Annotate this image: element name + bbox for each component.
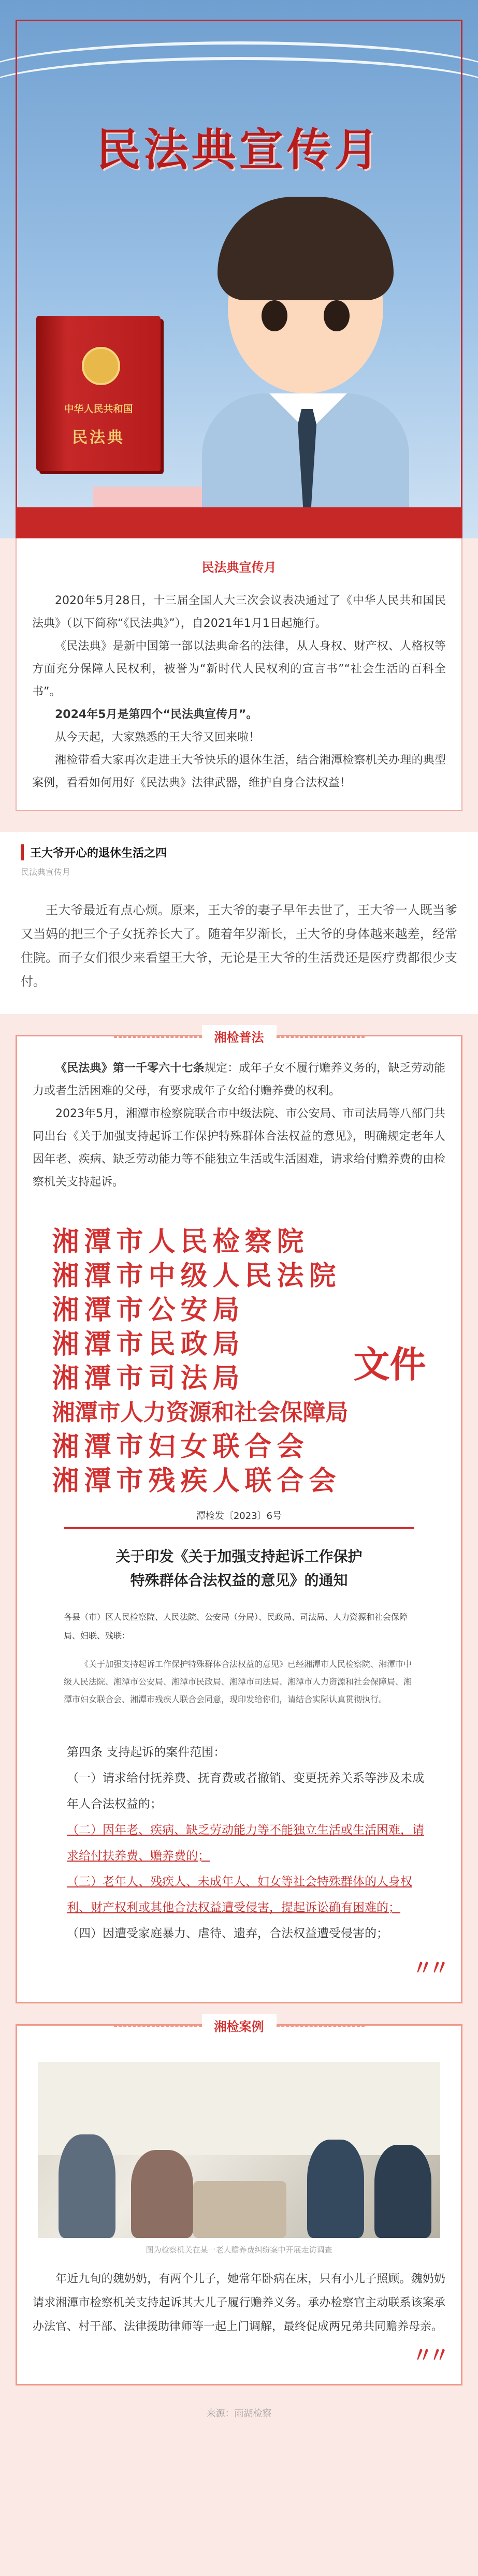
intro-paragraph: 2020年5月28日，十三届全国人大三次会议表决通过了《中华人民共和国民法典》（以下简称“《民法典》”），自2021年1月1日起施行。 [32, 594, 446, 630]
law-article-ref: 《民法典》第一千零六十七条 [55, 1062, 205, 1075]
law-article-text: 规定：成年子女不履行赡养义务的，缺乏劳动能力或者生活困难的父母，有要求成年子女给付赡养费的权利。 [33, 1062, 445, 1097]
quote-mark-icon: 〃〃 [412, 1956, 445, 1980]
excerpt-item-highlighted: （二）因年老、疾病、缺乏劳动能力等不能独立生活或生活困难，请求给付扶养费、赡养费的； [67, 1823, 424, 1863]
national-emblem-icon [82, 347, 120, 385]
document-body: 《关于加强支持起诉工作保护特殊群体合法权益的意见》已经湘潭市人民检察院、湘潭市中级人民法院、湘潭市公安局、湘潭市民政局、湘潭市司法局、湘潭市人力资源和社会保障局、湘潭市妇女联合会、湘潭市残疾人联合会同意，现印发给你们，请结合实际认真贯彻执行。 [64, 1659, 412, 1704]
document-number: 潭检发〔2023〕6号 [196, 1511, 282, 1521]
document-divider [64, 1527, 414, 1529]
story-title: 王大爷开心的退休生活之四 [21, 844, 457, 860]
intro-heading: 民法典宣传月 [201, 560, 277, 575]
org-name: 湘潭市人民检察院 [52, 1226, 309, 1257]
story-section [0, 832, 478, 1014]
quote-mark-icon: 〃〃 [412, 2344, 445, 2367]
photo-person [307, 2140, 364, 2238]
book-title-line2: 民法典 [72, 429, 125, 447]
regulation-excerpt [33, 1734, 445, 1952]
intro-paragraph: 从今天起，大家熟悉的王大爷又回来啦！ [55, 731, 260, 744]
org-name: 湘潭市中级人民法院 [52, 1260, 341, 1292]
excerpt-item: （四）因遭受家庭暴力、虐待、遗弃，合法权益遭受侵害的； [67, 1927, 388, 1940]
document-header [43, 1225, 435, 1498]
intro-paragraph: 2024年5月是第四个“民法典宣传月”。 [55, 708, 258, 721]
document-title-line: 关于印发《关于加强支持起诉工作保护 [115, 1548, 363, 1565]
org-name: 湘潭市人力资源和社会保障局 [52, 1399, 349, 1426]
org-name: 湘潭市民政局 [52, 1328, 245, 1360]
document-title [43, 1545, 435, 1592]
document-title-line: 特殊群体合法权益的意见》的通知 [130, 1572, 348, 1589]
case-section [16, 2019, 462, 2385]
desk [16, 507, 462, 538]
law-section [16, 1030, 462, 2003]
org-name: 湘潭市残疾人联合会 [52, 1465, 341, 1497]
case-badge: 湘检案例 [202, 2014, 277, 2037]
photo-person [374, 2145, 431, 2238]
document-mark: 文件 [353, 1342, 426, 1386]
source-credit: 来源：雨湖检察 [206, 2408, 272, 2419]
excerpt-heading: 第四条 支持起诉的案件范围： [67, 1746, 226, 1759]
photo-person [59, 2134, 115, 2238]
book-title-line1: 中华人民共和国 [64, 403, 133, 415]
prosecutor-eye [262, 300, 287, 331]
civil-code-book [36, 316, 161, 471]
law-paragraph [33, 1057, 445, 1103]
org-name: 湘潭市公安局 [52, 1294, 245, 1326]
official-document [33, 1209, 445, 1719]
banner-title: 民法典宣传月 [96, 124, 382, 176]
org-name: 湘潭市妇女联合会 [52, 1431, 309, 1462]
story-subtitle: 民法典宣传月 [21, 867, 71, 877]
document-recipients: 各县（市）区人民检察院、人民法院、公安局（分局）、民政局、司法局、人力资源和社会保障局、妇联、残联： [64, 1612, 408, 1641]
excerpt-item: （一）请求给付抚养费、抚育费或者撤销、变更抚养关系等涉及未成年人合法权益的； [67, 1772, 424, 1811]
intro-card [16, 538, 462, 811]
intro-paragraph: 湘检带看大家再次走进王大爷快乐的退休生活，结合湘潭检察机关办理的典型案例，看看如何用好《民法典》法律武器，维护自身合法权益！ [32, 754, 446, 789]
photo-person [131, 2150, 193, 2238]
org-name: 湘潭市司法局 [52, 1363, 245, 1394]
photo-caption: 图为检察机关在某一老人赡养费纠纷案中开展走访调查 [146, 2245, 332, 2255]
case-paragraph: 年近九旬的魏奶奶，有两个儿子，她常年卧病在床，只有小儿子照顾。魏奶奶请求湘潭市检察机关支持起诉其大儿子履行赡养义务。承办检察官主动联系该案承办法官、村干部、法律援助律师等一起上门调解，最终促成两兄弟共同赡养母亲。 [33, 2273, 445, 2333]
issuing-organizations [52, 1225, 349, 1498]
intro-paragraph: 《民法典》是新中国第一部以法典命名的法律，从人身权、财产权、人格权等方面充分保障人民权利，被誉为“新时代人民权利的宣言书”“社会生活的百科全书”。 [32, 640, 446, 698]
law-badge: 湘检普法 [202, 1025, 277, 1047]
story-paragraph: 王大爷最近有点心烦。原来，王大爷的妻子早年去世了，王大爷一人既当爹又当妈的把三个子女抚养长大了。随着年岁渐长，王大爷的身体越来越差，经常住院。而子女们很少来看望王大爷，无论是王大爷的生活费还是医疗费都很少支付。 [21, 903, 457, 989]
law-paragraph: 2023年5月，湘潭市检察院联合市中级法院、市公安局、市司法局等八部门共同出台《关于加强支持起诉工作保护特殊群体合法权益的意见》，明确规定老年人因年老、疾病、缺乏劳动能力等不能独立生活或生活困难，请求给付赡养费的由检察机关支持起诉。 [33, 1107, 445, 1189]
case-photo [38, 2062, 440, 2238]
photo-bed [193, 2181, 286, 2238]
excerpt-item-highlighted: （三）老年人、残疾人、未成年人、妇女等社会特殊群体的人身权利、财产权利或其他合法权益遭受侵害，提起诉讼确有困难的； [67, 1875, 412, 1914]
banner-image [0, 0, 478, 538]
prosecutor-eye [324, 300, 350, 331]
